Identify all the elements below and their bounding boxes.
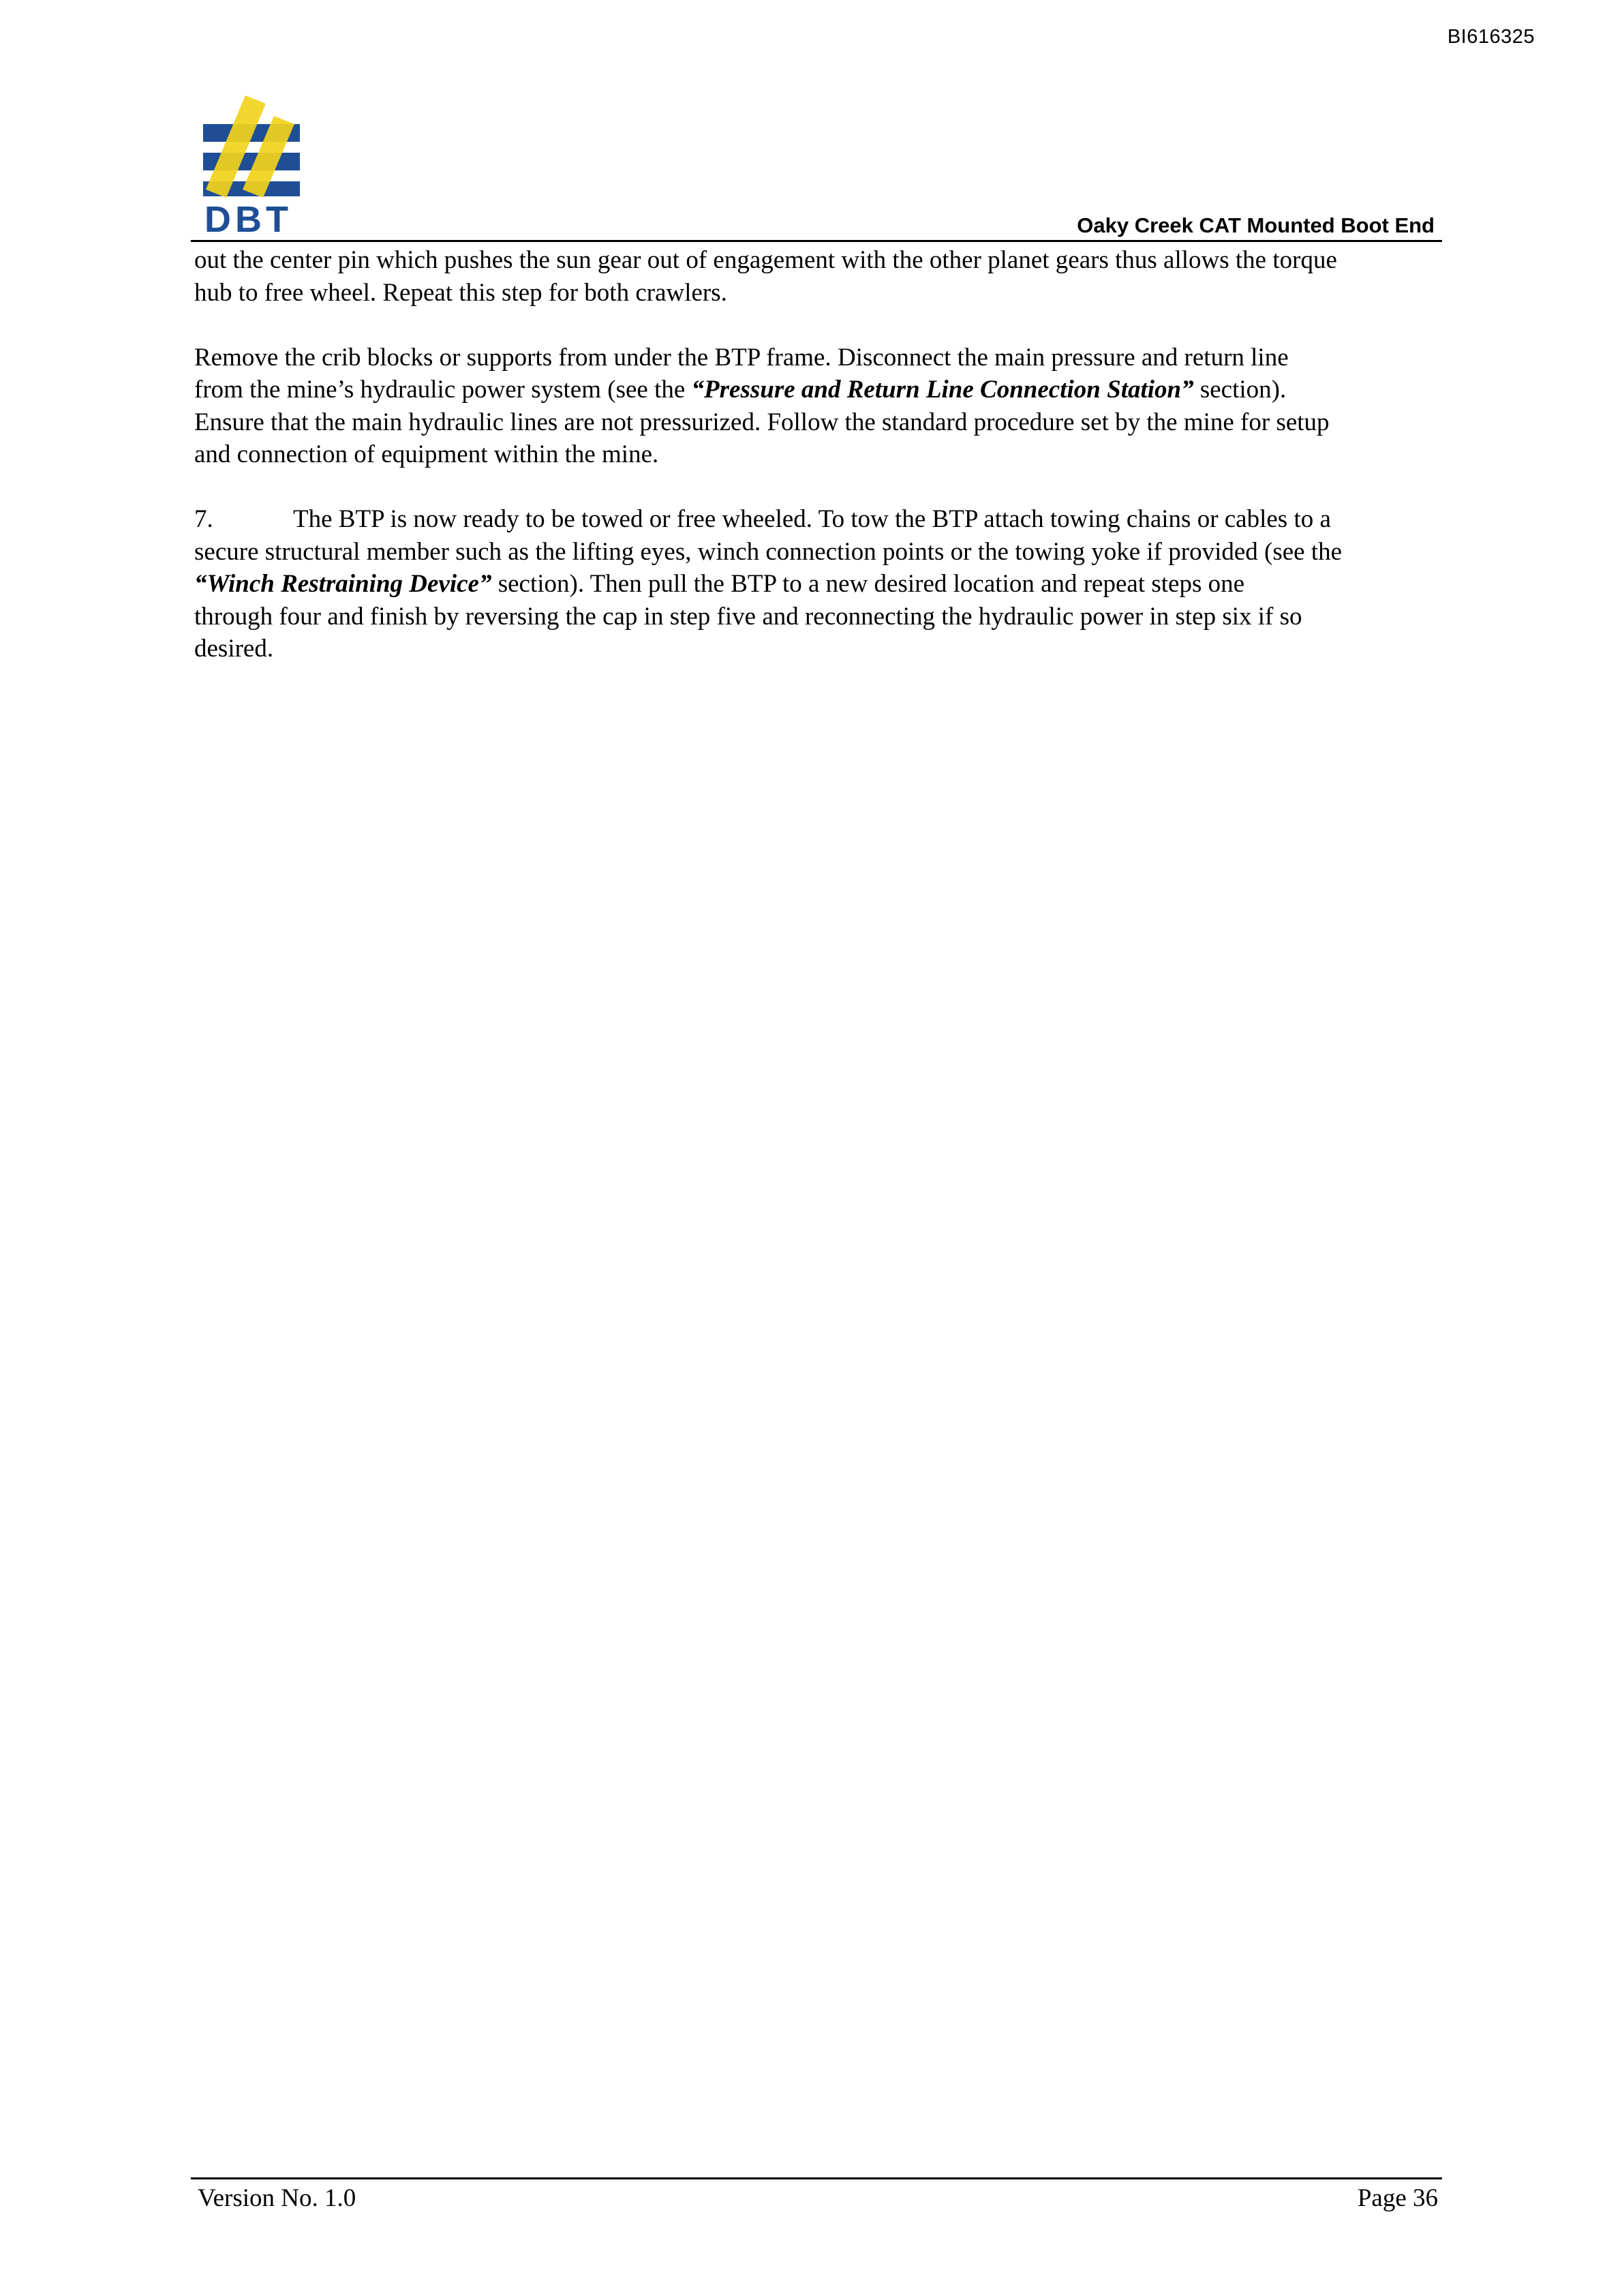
text-line: [194, 374, 1441, 406]
body-text: [194, 244, 1441, 697]
footer-divider: [191, 2177, 1442, 2179]
logo-text: DBT: [204, 199, 292, 239]
header-title: Oaky Creek CAT Mounted Boot End: [1077, 213, 1435, 237]
header-divider: [191, 240, 1442, 242]
text-fragment: from the mine’s hydraulic power system (see the: [194, 376, 692, 404]
paragraph-remove-crib-blocks: [194, 342, 1441, 471]
page-number: Page 36: [1357, 2184, 1438, 2212]
text-line: secure structural member such as the lifting eyes, winch connection points or the towing yoke if provided (see the: [194, 537, 1343, 566]
text-line: [194, 503, 1441, 536]
dbt-logo: [198, 95, 313, 239]
paragraph-step-7: [194, 503, 1441, 665]
text-fragment: The BTP is now ready to be towed or free wheeled. To tow the BTP attach towing chains or cables to a: [293, 505, 1331, 533]
document-id: BI616325: [1447, 26, 1535, 48]
version-number: Version No. 1.0: [198, 2184, 356, 2212]
step-number: 7.: [194, 505, 213, 533]
text-line: Ensure that the main hydraulic lines are not pressurized. Follow the standard procedure set by the mine for setup: [194, 408, 1330, 436]
dbt-logo-mark: [198, 95, 313, 239]
paragraph-free-wheel: [194, 244, 1441, 309]
text-line: out the center pin which pushes the sun gear out of engagement with the other planet gears thus allows the torque: [194, 246, 1337, 274]
text-line: hub to free wheel. Repeat this step for both crawlers.: [194, 278, 727, 307]
section-reference-winch: “Winch Restraining Device”: [194, 570, 492, 598]
text-line: through four and finish by reversing the cap in step five and reconnecting the hydraulic power in step six if so: [194, 602, 1302, 631]
text-line: and connection of equipment within the mine.: [194, 440, 659, 468]
text-line: [194, 568, 1441, 601]
text-fragment: section).: [1193, 376, 1287, 404]
text-fragment: section). Then pull the BTP to a new desired location and repeat steps one: [491, 570, 1245, 598]
text-line: desired.: [194, 635, 274, 663]
text-line: Remove the crib blocks or supports from under the BTP frame. Disconnect the main pressure and return line: [194, 343, 1289, 372]
section-reference-pressure-return: “Pressure and Return Line Connection Station”: [691, 376, 1194, 404]
